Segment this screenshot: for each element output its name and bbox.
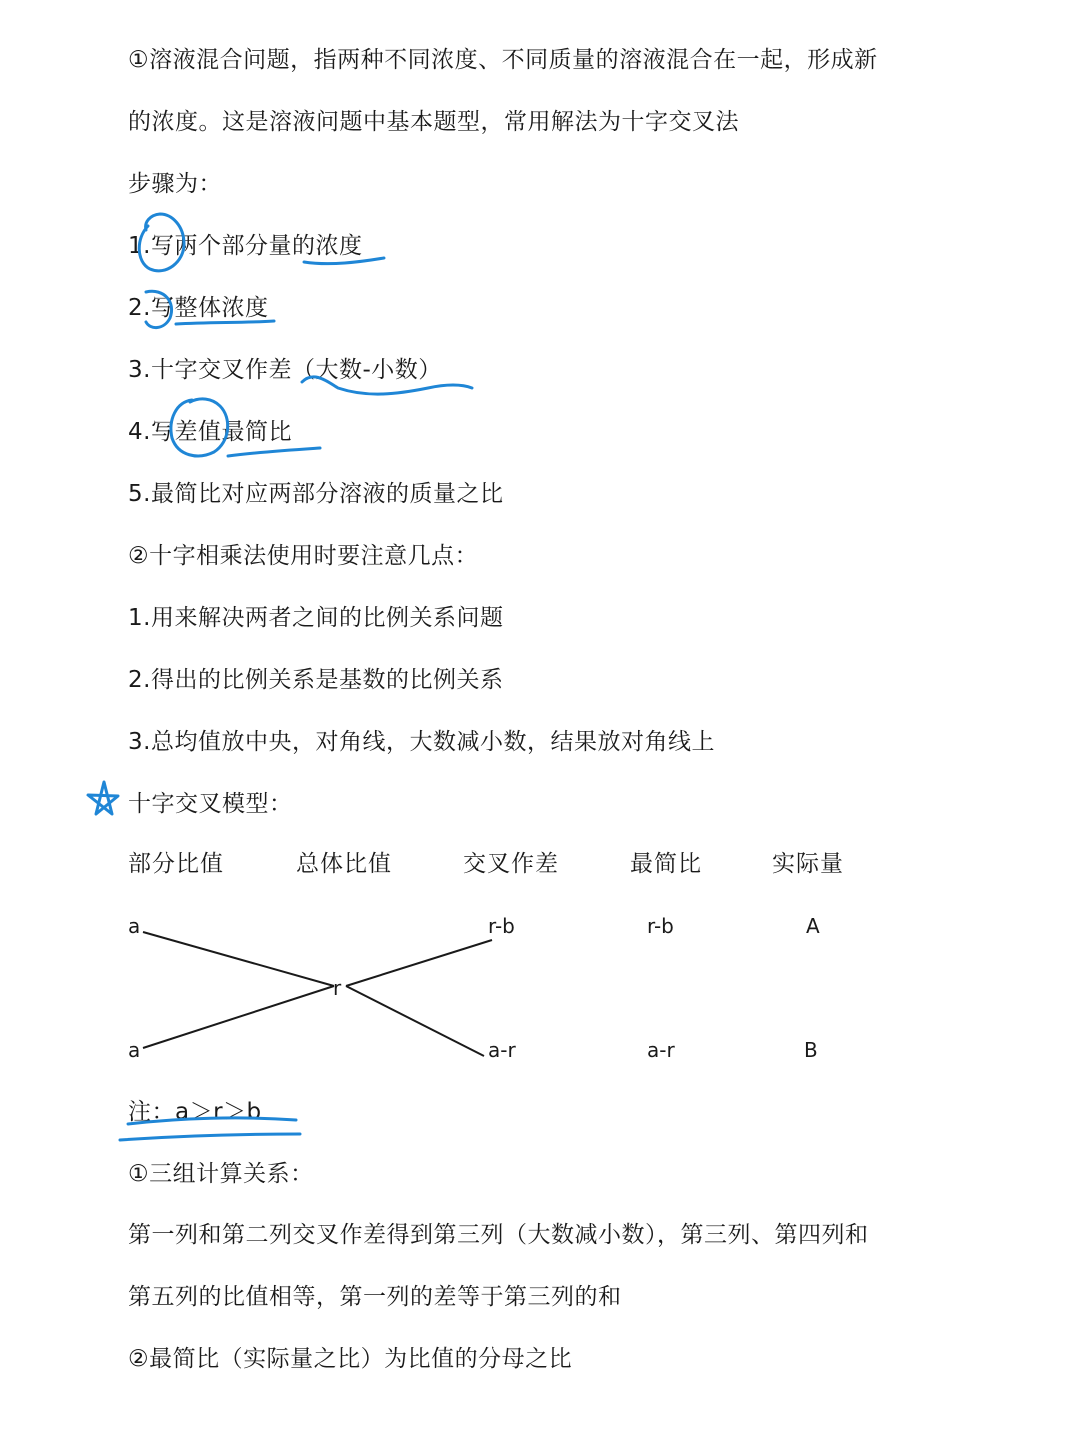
diagram-line-a-to-r [143,932,334,986]
note-2: 2.得出的比例关系是基数的比例关系 [128,667,504,693]
label-bottom-left-a: a [128,1038,141,1062]
step-5: 5.最简比对应两部分溶液的质量之比 [128,481,504,507]
label-top-left-a: a [128,914,141,938]
steps-title: 步骤为： [128,171,222,197]
model-note: 注：a＞r＞b [128,1099,262,1125]
header-simplest-ratio: 最简比 [630,851,702,877]
relations-line-3: ②最简比（实际量之比）为比值的分母之比 [128,1346,573,1372]
star-mark [88,782,118,814]
diagram-line-r-to-diff-top [346,940,492,986]
header-cross-difference: 交叉作差 [463,851,559,877]
model-title: 十字交叉模型： [128,791,293,817]
intro-line-2: 的浓度。这是溶液问题中基本题型，常用解法为十字交叉法 [128,109,739,135]
label-diff-top: r-b [488,914,515,938]
label-ratio-bottom: a-r [647,1038,675,1062]
label-actual-top: A [806,914,820,938]
relations-title: ①三组计算关系： [128,1161,314,1187]
header-partial-ratio: 部分比值 [128,851,224,877]
underline-model-note-2 [120,1134,300,1140]
step-2: 2.写整体浓度 [128,295,269,321]
diagram-line-r-to-diff-bottom [346,986,484,1056]
relations-line-2: 第五列的比值相等，第一列的差等于第三列的和 [128,1284,622,1310]
intro-line-1: ①溶液混合问题，指两种不同浓度、不同质量的溶液混合在一起，形成新 [128,47,878,73]
notes-title: ②十字相乘法使用时要注意几点： [128,543,479,569]
label-actual-bottom: B [804,1038,818,1062]
header-actual-amount: 实际量 [772,851,844,877]
note-1: 1.用来解决两者之间的比例关系问题 [128,605,504,631]
header-overall-ratio: 总体比值 [296,851,392,877]
step-3: 3.十字交叉作差（大数-小数） [128,357,442,383]
diagram-line-a-to-r-bottom [143,986,334,1048]
label-diff-bottom: a-r [488,1038,516,1062]
label-ratio-top: r-b [647,914,674,938]
note-3: 3.总均值放中央，对角线，大数减小数，结果放对角线上 [128,729,715,755]
step-1: 1.写两个部分量的浓度 [128,233,363,259]
label-center-r: r [333,976,342,1000]
underline-step-4 [228,448,320,456]
relations-line-1: 第一列和第二列交叉作差得到第三列（大数减小数），第三列、第四列和 [128,1222,869,1248]
step-4: 4.写差值最简比 [128,419,292,445]
